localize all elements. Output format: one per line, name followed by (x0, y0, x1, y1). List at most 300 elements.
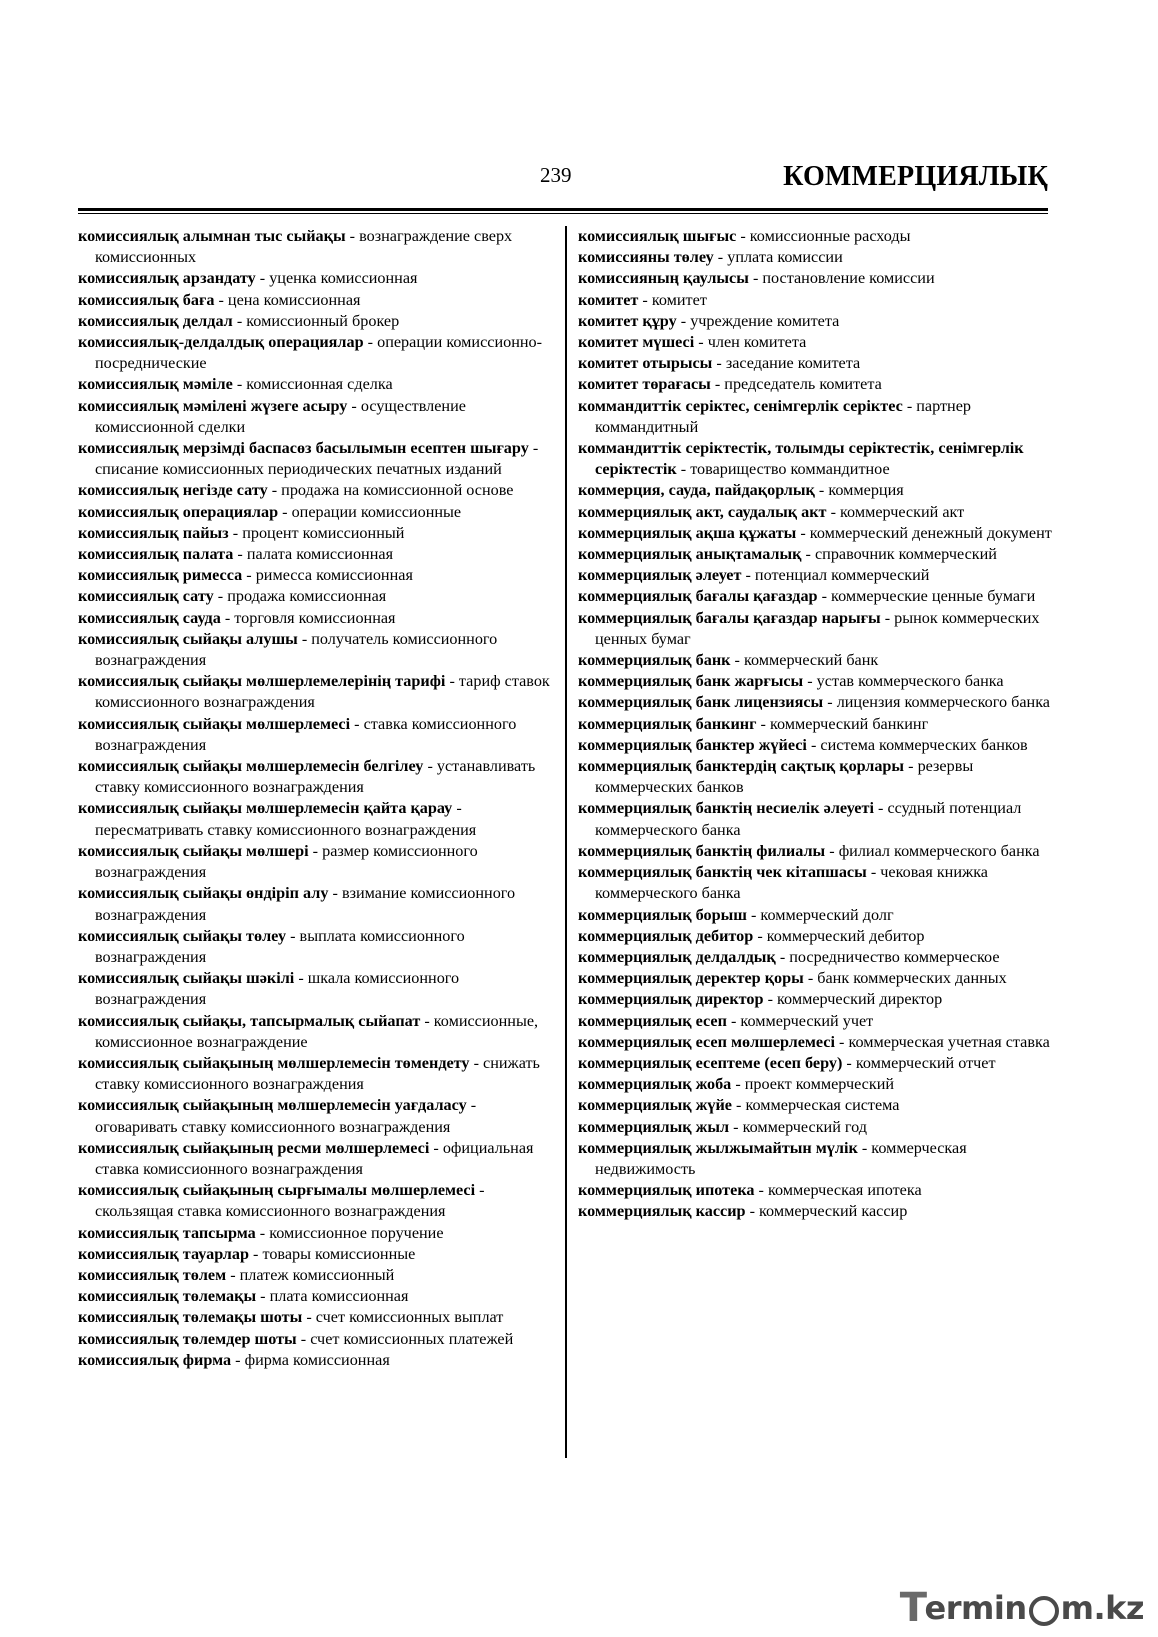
dictionary-entry (578, 332, 1056, 353)
entry-term: комиссиялық римесса (78, 566, 243, 585)
entry-separator: - (286, 926, 300, 945)
entry-separator: - (363, 333, 378, 352)
dictionary-entry (78, 311, 553, 332)
entry-term: комиссиялық арзандату (78, 269, 256, 288)
entry-term: комитет құру (578, 311, 677, 330)
dictionary-entry (78, 544, 553, 565)
entry-term: комиссиялық сыйақының мөлшерлемесін уағдаласу (78, 1096, 467, 1115)
entry-term: комиссиялық төлемақы шоты (78, 1308, 303, 1327)
dictionary-entry (578, 565, 1056, 586)
dictionary-entry (78, 502, 553, 523)
entry-separator: - (248, 1244, 263, 1263)
entry-term: коммерциялық есептеме (есеп беру) (578, 1053, 843, 1072)
entry-term: коммандиттік серіктестік, толымды серіктестік, сенімгерлік серіктестік (578, 439, 1024, 479)
entry-separator: - (754, 1181, 768, 1200)
entry-definition: коммерческая ипотека (767, 1181, 922, 1200)
dictionary-entry (578, 1011, 1056, 1032)
entry-term: комиссиялық шығыс (578, 227, 737, 245)
dictionary-entry (578, 798, 1056, 840)
entry-definition: комиссионный брокер (246, 311, 400, 330)
entry-definition: торговля комиссионная (234, 608, 396, 627)
entry-definition: товары комиссионные (262, 1244, 416, 1263)
entry-definition: коммерческий банкинг (769, 714, 929, 733)
entry-definition: шкала комиссионного вознаграждения (95, 969, 460, 1009)
entry-definition: проект коммерческий (744, 1075, 895, 1094)
entry-term: комиссиялық төлем (78, 1265, 227, 1284)
entry-separator: - (226, 1265, 240, 1284)
entry-separator: - (228, 523, 243, 542)
entry-separator: - (763, 990, 777, 1009)
entry-definition: член комитета (707, 333, 807, 352)
dictionary-entry (78, 332, 553, 374)
entry-separator: - (694, 333, 708, 352)
entry-definition: филиал коммерческого банка (838, 841, 1040, 860)
dictionary-entry (78, 841, 553, 883)
entry-separator: - (880, 608, 895, 627)
entry-definition: продажа комиссионная (227, 587, 387, 606)
watermark-o-icon (1029, 1596, 1059, 1626)
entry-separator: - (826, 502, 840, 521)
dictionary-entry (578, 1053, 1056, 1074)
entry-definition: коммерческий дебитор (766, 926, 925, 945)
entry-separator: - (297, 629, 312, 648)
entry-term: комиссиялық сыйақы, тапсырмалық сыйапат (78, 1011, 421, 1030)
entry-separator: - (213, 587, 228, 606)
entry-definition: операции комиссионные (291, 502, 462, 521)
entry-separator: - (528, 439, 539, 458)
entry-definition: получатель комиссионного вознаграждения (95, 629, 498, 670)
dictionary-entry (78, 290, 553, 311)
entry-definition: чековая книжка коммерческого банка (595, 863, 988, 903)
dictionary-entry (578, 714, 1056, 735)
entry-definition: коммерческая учетная ставка (848, 1032, 1050, 1051)
entry-term: комитет отырысы (578, 354, 713, 373)
entry-separator: - (842, 1053, 856, 1072)
entry-separator: - (823, 693, 837, 712)
entry-term: коммерциялық банк жарғысы (578, 672, 804, 691)
entry-term: комиссиялық сыйақының сырғымалы мөлшерлемесі (78, 1181, 476, 1200)
entry-definition: устав коммерческого банка (816, 672, 1004, 691)
running-head: КОММЕРЦИЯЛЫҚ (783, 161, 1048, 192)
entry-term: комиссиялық сыйақы өндіріп алу (78, 884, 329, 903)
entry-separator: - (803, 969, 818, 988)
entry-definition: коммерческий учет (740, 1011, 874, 1030)
dictionary-entry (78, 1307, 553, 1328)
entry-term: комиссиялық фирма (78, 1350, 232, 1369)
entry-term: комиссиялық мерзімді баспасөз басылымын есептен шығару (78, 439, 529, 458)
entry-definition: платеж комиссионный (239, 1265, 395, 1284)
dictionary-entry (578, 968, 1056, 989)
dictionary-entry (578, 523, 1056, 544)
entry-definition: председатель комитета (724, 375, 882, 394)
dictionary-entry (578, 226, 1056, 247)
dictionary-entry (78, 1329, 553, 1350)
entry-term: комиссиялық сыйақы алушы (78, 629, 298, 648)
entry-definition: выплата комиссионного вознаграждения (95, 926, 465, 966)
entry-definition: коммерческий год (742, 1117, 868, 1136)
dictionary-entry (78, 608, 553, 629)
dictionary-entry (78, 1286, 553, 1307)
dictionary-entry (578, 1180, 1056, 1201)
dictionary-entry (578, 586, 1056, 607)
entry-definition: коммерческий банк (743, 651, 879, 670)
dictionary-entry (578, 926, 1056, 947)
entry-separator: - (445, 672, 459, 691)
dictionary-entry (78, 396, 553, 438)
dictionary-entry (78, 629, 553, 671)
entry-definition: справочник коммерческий (814, 545, 997, 564)
entry-term: коммерциялық банк (578, 651, 731, 670)
entry-separator: - (729, 1117, 743, 1136)
entry-term: коммерциялық кассир (578, 1202, 746, 1221)
entry-term: коммерциялық банкинг (578, 714, 757, 733)
entry-definition: коммерческий денежный документ (809, 523, 1052, 542)
entry-definition: товарищество коммандитное (690, 460, 890, 479)
entry-separator: - (736, 227, 750, 245)
entry-term: коммерциялық әлеует (578, 566, 742, 585)
entry-definition: фирма комиссионная (244, 1350, 390, 1369)
entry-separator: - (676, 311, 691, 330)
dictionary-entry (78, 671, 553, 713)
dictionary-entry (578, 905, 1056, 926)
dictionary-entry (578, 480, 1056, 501)
entry-term: коммерциялық акт, саудалық акт (578, 502, 827, 521)
dictionary-entry (578, 544, 1056, 565)
dictionary-entry (78, 374, 553, 395)
entry-term: коммандиттік серіктес, сенімгерлік серіктес (578, 396, 903, 415)
entry-term: коммерциялық банктердің сақтық қорлары (578, 757, 905, 776)
entry-term: комиссиялық сауда (78, 608, 221, 627)
entry-definition: коммерческий акт (840, 502, 965, 521)
dictionary-entry (78, 268, 553, 289)
entry-term: комиссиялық сыйақы мөлшері (78, 841, 309, 860)
dictionary-entry (578, 841, 1056, 862)
entry-separator: - (817, 587, 832, 606)
entry-definition: официальная ставка комиссионного вознаграждения (95, 1138, 534, 1178)
entry-definition: оговаривать ставку комиссионного вознаграждения (95, 1117, 451, 1136)
entry-separator: - (748, 269, 763, 288)
entry-definition: потенциал коммерческий (754, 566, 930, 585)
entry-definition: уплата комиссии (727, 248, 843, 267)
left-column (78, 226, 553, 1371)
entry-definition: коммерческий кассир (759, 1202, 908, 1221)
dictionary-entry (78, 226, 553, 268)
entry-term: коммерциялық банктің несиелік әлеуеті (578, 799, 874, 818)
entry-term: комиссиялық тапсырма (78, 1223, 256, 1242)
entry-term: комиссияны төлеу (578, 248, 714, 267)
entry-term: коммерциялық банктің филиалы (578, 841, 826, 860)
entry-term: коммерциялық бағалы қағаздар нарығы (578, 608, 881, 627)
dictionary-entry (78, 523, 553, 544)
entry-term: комиссиялық палата (78, 545, 234, 564)
entry-term: комиссиялық негізде сату (78, 481, 268, 500)
dictionary-entry (78, 714, 553, 756)
entry-definition: осуществление комиссионной сделки (95, 396, 466, 436)
dictionary-entry (78, 926, 553, 968)
entry-term: комиссияның қаулысы (578, 269, 749, 288)
entry-term: коммерциялық борыш (578, 905, 747, 924)
entry-term: коммерциялық ақша құжаты (578, 523, 797, 542)
entry-separator: - (469, 1053, 484, 1072)
entry-definition: взимание комиссионного вознаграждения (95, 884, 516, 924)
entry-separator: - (255, 269, 270, 288)
dictionary-entry (578, 311, 1056, 332)
entry-definition: размер комиссионного вознаграждения (95, 841, 478, 882)
entry-separator: - (756, 714, 770, 733)
entry-term: коммерциялық банктің чек кітапшасы (578, 863, 867, 882)
entry-separator: - (231, 1350, 245, 1369)
entry-separator: - (806, 735, 821, 754)
entry-term: комитет мүшесі (578, 333, 695, 352)
entry-term: комиссиялық сату (78, 587, 214, 606)
dictionary-entry (578, 438, 1056, 480)
entry-definition: комитет (651, 290, 707, 309)
dictionary-entry (78, 1180, 553, 1222)
entry-separator: - (825, 841, 839, 860)
entry-term: комиссиялық баға (78, 290, 215, 309)
entry-separator: - (638, 290, 652, 309)
entry-definition: комиссионные, комиссионное вознаграждение (95, 1011, 539, 1051)
dictionary-entry (78, 480, 553, 501)
entry-term: комиссиялық сыйақының ресми мөлшерлемесі (78, 1138, 430, 1157)
dictionary-entry (78, 1265, 553, 1286)
entry-definition: учреждение комитета (690, 311, 840, 330)
header-rule-thin (78, 213, 1048, 214)
entry-separator: - (726, 1011, 741, 1030)
entry-definition: коммерческий отчет (855, 1053, 996, 1072)
entry-definition: цена комиссионная (227, 290, 361, 309)
entry-definition: списание комиссионных периодических печатных изданий (95, 460, 502, 479)
entry-term: комиссиялық пайыз (78, 523, 229, 542)
entry-separator: - (242, 566, 256, 585)
entry-definition: комиссионная сделка (246, 375, 393, 394)
dictionary-entry (578, 1095, 1056, 1116)
dictionary-entry (578, 1032, 1056, 1053)
entry-separator: - (713, 248, 728, 267)
entry-separator: - (712, 354, 726, 373)
entry-term: коммерция, сауда, пайдақорлық (578, 481, 815, 500)
entry-term: комиссиялық сыйақының мөлшерлемесін төмендету (78, 1053, 470, 1072)
dictionary-entry (578, 247, 1056, 268)
page-number: 239 (540, 163, 572, 187)
entry-definition: операции комиссионно-посреднические (95, 333, 543, 373)
entry-term: коммерциялық жыл (578, 1117, 730, 1136)
entry-separator: - (232, 375, 247, 394)
entry-term: коммерциялық директор (578, 990, 764, 1009)
entry-term: коммерциялық жоба (578, 1075, 732, 1094)
entry-term: комиссиялық сыйақы мөлшерлемесін қайта қарау (78, 799, 453, 818)
entry-separator: - (233, 545, 247, 564)
entry-separator: - (232, 311, 247, 330)
entry-term: комиссиялық сыйақы төлеу (78, 926, 287, 945)
entry-term: коммерциялық делдалдық (578, 947, 776, 966)
entry-definition: устанавливать ставку комиссионного вознаграждения (95, 757, 536, 797)
entry-term: комиссиялық операциялар (78, 502, 279, 521)
entry-separator: - (350, 714, 364, 733)
entry-term: коммерциялық банктер жүйесі (578, 735, 807, 754)
entry-term: коммерциялық деректер қоры (578, 969, 804, 988)
entry-separator: - (904, 757, 918, 776)
entry-term: комиссиялық-делдалдық операциялар (78, 333, 364, 352)
entry-term: комиссиялық делдал (78, 311, 233, 330)
entry-separator: - (834, 1032, 849, 1051)
dictionary-entry (578, 1074, 1056, 1095)
dictionary-entry (78, 756, 553, 798)
entry-term: комиссиялық сыйақы мөлшерлемелерінің тарифі (78, 672, 446, 691)
dictionary-entry (578, 1201, 1056, 1222)
entry-separator: - (302, 1308, 316, 1327)
entry-separator: - (866, 863, 881, 882)
dictionary-entry (78, 1053, 553, 1095)
entry-term: комиссиялық сыйақы шәкілі (78, 969, 295, 988)
dictionary-entry (578, 735, 1056, 756)
entry-separator: - (814, 481, 829, 500)
entry-term: комиссиялық мәміле (78, 375, 233, 394)
entry-separator: - (429, 1138, 443, 1157)
entry-definition: плата комиссионная (269, 1287, 409, 1306)
entry-term: комиссиялық сыйақы мөлшерлемесі (78, 714, 351, 733)
entry-definition: процент комиссионный (242, 523, 405, 542)
entry-separator: - (267, 481, 282, 500)
dictionary-entry (578, 989, 1056, 1010)
entry-separator: - (328, 884, 342, 903)
entry-definition: пересматривать ставку комиссионного вознаграждения (95, 820, 477, 839)
entry-separator: - (801, 545, 815, 564)
dictionary-entry (78, 883, 553, 925)
entry-definition: коммерческая недвижимость (595, 1138, 967, 1178)
entry-separator: - (731, 1075, 745, 1094)
entry-definition: вознаграждение сверх комиссионных (95, 227, 513, 267)
dictionary-entry (78, 1011, 553, 1053)
entry-definition: лицензия коммерческого банка (836, 693, 1050, 712)
entry-separator: - (745, 1202, 760, 1221)
dictionary-entry (578, 268, 1056, 289)
entry-separator: - (873, 799, 888, 818)
entry-term: коммерциялық банк лицензиясы (578, 693, 824, 712)
header-rule-thick (78, 208, 1048, 211)
dictionary-entry (78, 438, 553, 480)
dictionary-entry (78, 968, 553, 1010)
entry-definition: римесса комиссионная (255, 566, 413, 585)
entry-definition: скользящая ставка комиссионного вознаграждения (95, 1202, 446, 1221)
entry-separator: - (294, 969, 308, 988)
entry-definition: постановление комиссии (762, 269, 935, 288)
entry-definition: рынок коммерческих ценных бумаг (595, 608, 1040, 648)
entry-term: коммерциялық жылжымайтын мүлік (578, 1138, 858, 1157)
entry-definition: посредничество коммерческое (789, 947, 1000, 966)
entry-term: коммерциялық дебитор (578, 926, 754, 945)
entry-term: комитет төрағасы (578, 375, 711, 394)
entry-separator: - (775, 947, 790, 966)
right-column (578, 226, 1056, 1223)
entry-term: коммерциялық жүйе (578, 1096, 732, 1115)
entry-separator: - (452, 799, 462, 818)
entry-definition: комиссионное поручение (269, 1223, 444, 1242)
entry-term: коммерциялық есеп (578, 1011, 727, 1030)
dictionary-entry (78, 1138, 553, 1180)
dictionary-entry (578, 608, 1056, 650)
entry-definition: заседание комитета (725, 354, 861, 373)
entry-separator: - (420, 1011, 434, 1030)
dictionary-entry (578, 692, 1056, 713)
watermark-part2: m.kz (1060, 1589, 1144, 1627)
dictionary-entry (578, 1117, 1056, 1138)
entry-term: комиссиялық мәмілені жүзеге асыру (78, 396, 348, 415)
entry-definition: коммерческие ценные бумаги (831, 587, 1036, 606)
entry-definition: банк коммерческих данных (817, 969, 1007, 988)
entry-definition: продажа на комиссионной основе (281, 481, 514, 500)
entry-term: коммерциялық анықтамалық (578, 545, 802, 564)
entry-definition: резервы коммерческих банков (595, 757, 974, 797)
dictionary-entry (578, 756, 1056, 798)
dictionary-entry (78, 565, 553, 586)
entry-separator: - (746, 905, 761, 924)
entry-term: комиссиялық төлемақы (78, 1287, 257, 1306)
entry-separator: - (214, 290, 228, 309)
entry-separator: - (741, 566, 755, 585)
dictionary-entry (78, 798, 553, 840)
entry-definition: ставка комиссионного вознаграждения (95, 714, 517, 754)
entry-separator: - (732, 1096, 746, 1115)
entry-separator: - (710, 375, 725, 394)
entry-definition: палата комиссионная (246, 545, 394, 564)
dictionary-entry (578, 353, 1056, 374)
dictionary-entry (578, 374, 1056, 395)
entry-definition: счет комиссионных выплат (315, 1308, 504, 1327)
column-divider (565, 226, 567, 1458)
dictionary-entry (578, 290, 1056, 311)
dictionary-entry (78, 586, 553, 607)
entry-separator: - (730, 651, 744, 670)
entry-definition: уценка комиссионная (269, 269, 418, 288)
dictionary-entry (578, 671, 1056, 692)
dictionary-entry (78, 1223, 553, 1244)
entry-definition: тариф ставок комиссионного вознаграждения (95, 672, 550, 712)
entry-separator: - (347, 396, 361, 415)
entry-separator: - (857, 1138, 872, 1157)
entry-separator: - (255, 1223, 270, 1242)
dictionary-entry (78, 1350, 553, 1371)
entry-definition: счет комиссионных платежей (310, 1329, 514, 1348)
watermark-part1: ermin (924, 1589, 1027, 1627)
entry-separator: - (256, 1287, 270, 1306)
entry-separator: - (278, 502, 292, 521)
dictionary-entry (578, 1138, 1056, 1180)
dictionary-entry (578, 862, 1056, 904)
entry-definition: коммерция (828, 481, 904, 500)
entry-term: комиссиялық алымнан тыс сыйақы (78, 227, 346, 245)
dictionary-entry (578, 650, 1056, 671)
entry-separator: - (220, 608, 235, 627)
entry-term: комиссиялық тауарлар (78, 1244, 249, 1263)
entry-definition: партнер коммандитный (595, 396, 971, 436)
entry-term: комиссиялық сыйақы мөлшерлемесін белгілеу (78, 757, 424, 776)
dictionary-entry (578, 396, 1056, 438)
entry-term: коммерциялық есеп мөлшерлемесі (578, 1032, 835, 1051)
dictionary-entry (78, 1244, 553, 1265)
entry-term: комиссиялық төлемдер шоты (78, 1329, 297, 1348)
entry-separator: - (902, 396, 917, 415)
entry-definition: снижать ставку комиссионного вознаграждения (95, 1053, 540, 1094)
entry-term: коммерциялық бағалы қағаздар (578, 587, 818, 606)
entry-definition: коммерческая система (745, 1096, 900, 1115)
entry-definition: коммерческий директор (777, 990, 943, 1009)
entry-definition: коммерческий долг (760, 905, 894, 924)
entry-separator: - (308, 841, 323, 860)
dictionary-entry (578, 947, 1056, 968)
entry-separator: - (676, 460, 691, 479)
watermark-lead: T (899, 1585, 927, 1631)
